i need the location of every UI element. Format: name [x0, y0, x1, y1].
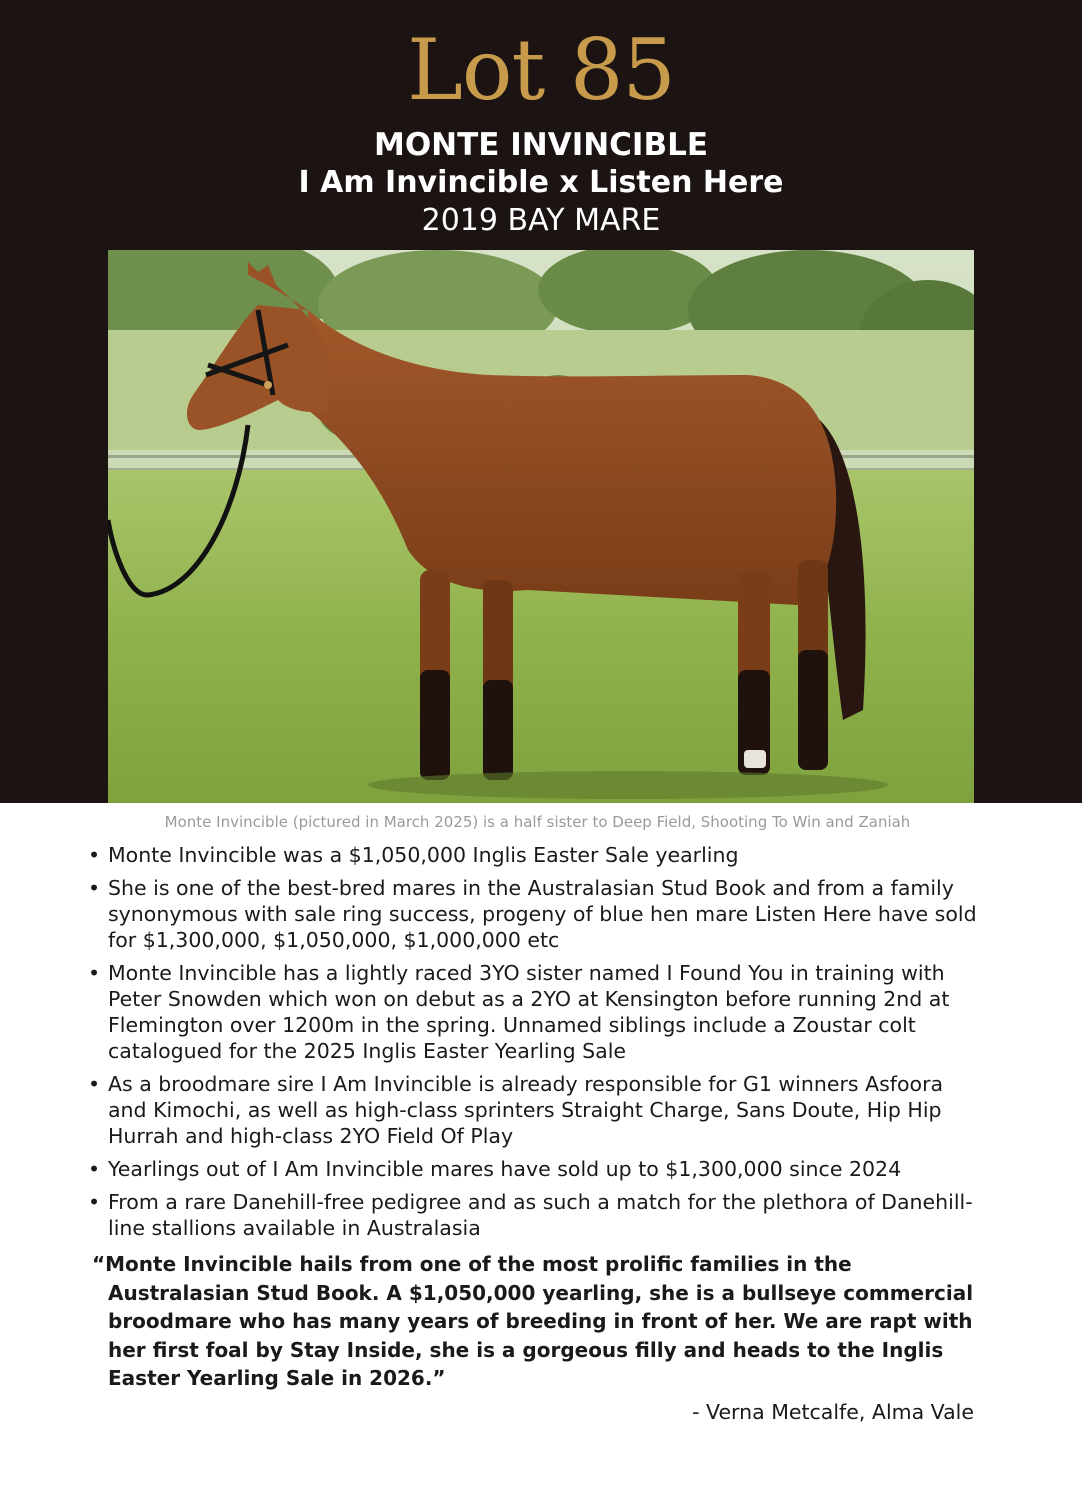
list-item: [88, 1156, 988, 1182]
age-sex: 2019 BAY MARE: [421, 203, 661, 238]
bullet-icon: •: [88, 1190, 101, 1214]
list-item: [88, 1071, 988, 1149]
list-item: [88, 960, 988, 1064]
bullet-text: As a broodmare sire I Am Invincible is already responsible for G1 winners Asfoora and Kimochi, as well as high-class sprinters Straight Charge, Sans Doute, Hip Hip Hurrah and high-class 2YO Field Of Play: [108, 1072, 944, 1148]
bullet-text: She is one of the best-bred mares in the Australasian Stud Book and from a family synonymous with sale ring success, progeny of blue hen mare Listen Here have sold for $1,300,000, $1,050,000, $1,000,000 etc: [108, 876, 977, 952]
testimonial-quote: [92, 1250, 982, 1393]
bullet-text: From a rare Danehill-free pedigree and as such a match for the plethora of Danehill-line stallions available in Australasia: [108, 1190, 973, 1240]
highlights-list: [88, 842, 988, 1248]
quote-attribution: - Verna Metcalfe, Alma Vale: [692, 1400, 974, 1424]
quote-text: “Monte Invincible hails from one of the most prolific families in the Australasian Stud Book. A $1,050,000 yearling, she is a bullseye commercial broodmare who has many years of breeding in front of her. We are rapt with her first foal by Stay Inside, she is a gorgeous filly and heads to the Inglis Easter Yearling Sale in 2026.”: [92, 1252, 974, 1391]
bay-mare-photo: [108, 250, 974, 803]
list-item: [88, 1189, 988, 1241]
list-item: [88, 875, 988, 953]
list-item: [88, 842, 988, 868]
bullet-icon: •: [88, 961, 101, 985]
bullet-text: Monte Invincible was a $1,050,000 Inglis Easter Sale yearling: [108, 843, 739, 867]
bullet-icon: •: [88, 1072, 101, 1096]
bullet-icon: •: [88, 876, 101, 900]
bullet-icon: •: [88, 1157, 101, 1181]
lot-number: Lot 85: [407, 21, 675, 119]
horse-name: MONTE INVINCIBLE: [373, 127, 709, 163]
bullet-icon: •: [88, 843, 101, 867]
pedigree: I Am Invincible x Listen Here: [298, 165, 784, 200]
photo-caption: Monte Invincible (pictured in March 2025) is a half sister to Deep Field, Shooting To Win and Zaniah: [164, 813, 911, 831]
bullet-text: Monte Invincible has a lightly raced 3YO sister named I Found You in training with Peter Snowden which won on debut as a 2YO at Kensington before running 2nd at Flemington over 1200m in the spring. Unnamed siblings include a Zoustar colt catalogued for the 2025 Inglis Easter Yearling Sale: [108, 961, 950, 1063]
bullet-text: Yearlings out of I Am Invincible mares have sold up to $1,300,000 since 2024: [108, 1157, 902, 1181]
